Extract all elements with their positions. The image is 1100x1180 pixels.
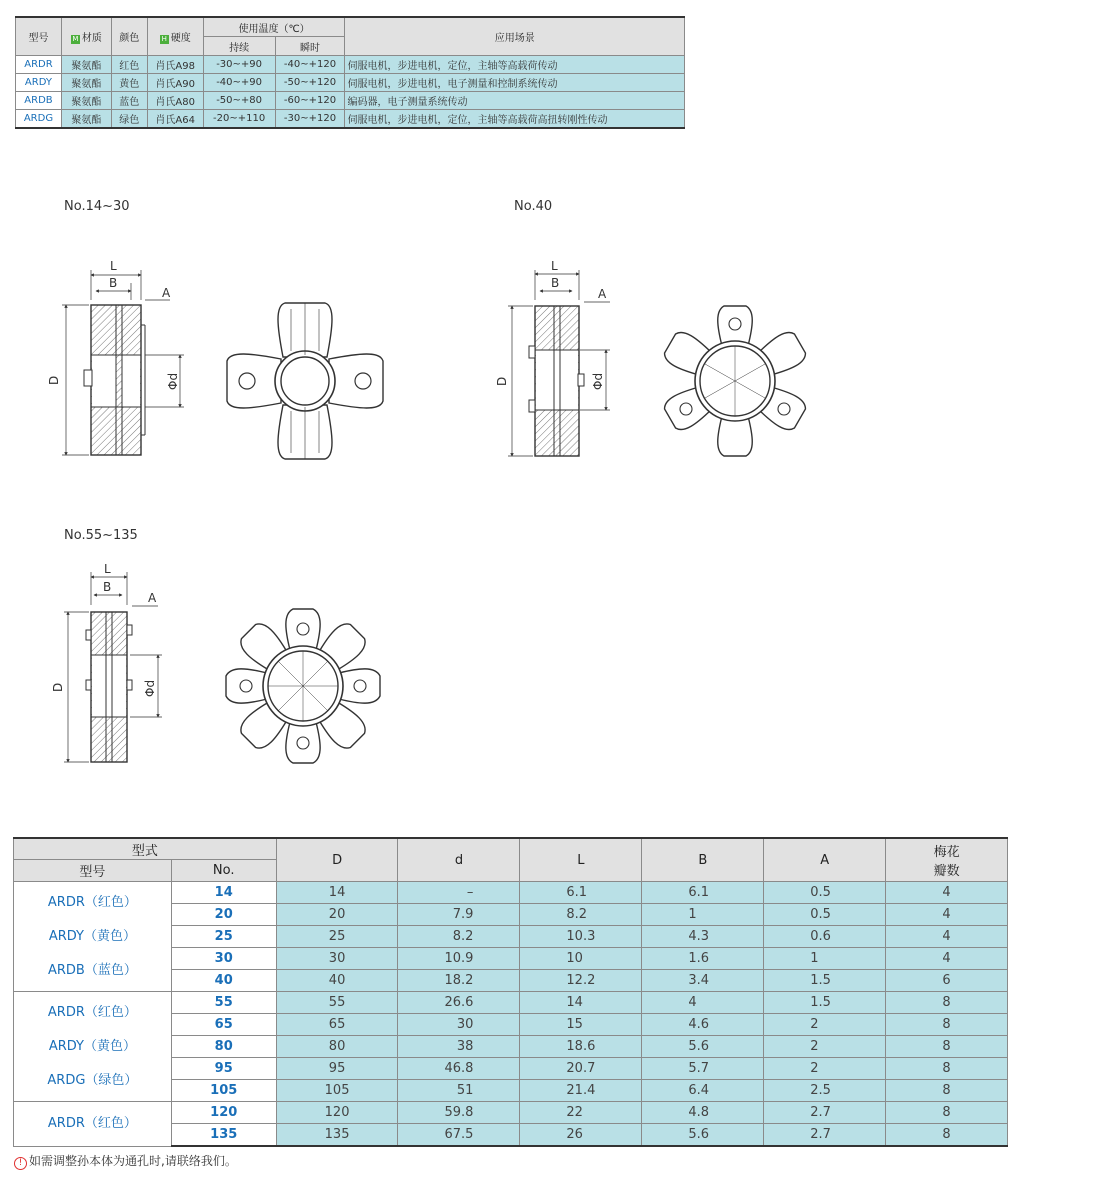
spec-A-cell: 1.5 (764, 970, 886, 992)
spec-d-cell: 26.6 (398, 992, 520, 1014)
dim-B-label-1: B (109, 276, 118, 290)
front-view-4-petal (227, 303, 383, 459)
spec-B-cell: 4.8 (642, 1102, 764, 1124)
mat-model-cell: ARDR (16, 56, 62, 74)
spec-L-cell: 14 (520, 992, 642, 1014)
spec-petals-cell: 8 (886, 1036, 1008, 1058)
dim-A-label-1: A (162, 286, 171, 300)
spec-B-cell: 4.3 (642, 926, 764, 948)
spec-petals-cell: 4 (886, 882, 1008, 904)
spec-L-cell: 18.6 (520, 1036, 642, 1058)
mat-hardness-cell: 肖氏A98 (147, 56, 203, 74)
model-group-label: ARDG（绿色） (47, 1072, 138, 1088)
spec-no-cell: 20 (171, 904, 276, 926)
mat-application-cell: 伺服电机，步进电机，电子测量和控制系统传动 (345, 74, 685, 92)
spec-row (14, 992, 1008, 1014)
spec-d-cell: 7.9 (398, 904, 520, 926)
mat-color-cell: 绿色 (111, 110, 147, 129)
spec-d-cell: – (398, 882, 520, 904)
mat-material-cell: 聚氨酯 (61, 56, 111, 74)
dim-L-label-1: L (110, 259, 117, 273)
mat-header-application: 应用场景 (345, 17, 685, 56)
dim-d-label-3: Φd (143, 679, 157, 697)
spec-B-cell: 6.4 (642, 1080, 764, 1102)
spec-L-cell: 26 (520, 1124, 642, 1147)
spec-B-cell: 5.6 (642, 1124, 764, 1147)
dim-A-label-2: A (598, 287, 607, 301)
spec-table (13, 837, 1008, 1147)
spec-D-cell: 25 (276, 926, 398, 948)
spec-no-cell: 80 (171, 1036, 276, 1058)
spec-A-cell: 2 (764, 1058, 886, 1080)
spec-no-cell: 95 (171, 1058, 276, 1080)
mat-color-cell: 红色 (111, 56, 147, 74)
spec-petals-cell: 8 (886, 992, 1008, 1014)
mat-instant-cell: -30~+120 (275, 110, 345, 129)
mat-color-cell: 黄色 (111, 74, 147, 92)
spec-D-cell: 30 (276, 948, 398, 970)
spec-B-cell: 3.4 (642, 970, 764, 992)
mat-header-material: M 材质 (61, 17, 111, 56)
model-group-label: ARDB（蓝色） (47, 962, 137, 978)
warning-icon: ! (14, 1157, 27, 1170)
spec-no-cell: 120 (171, 1102, 276, 1124)
mat-color-cell: 蓝色 (111, 92, 147, 110)
footnote-text: 如需调整孙本体为通孔时,请联络我们。 (29, 1154, 237, 1168)
mat-application-cell: 伺服电机，步进电机，定位，主轴等高载荷传动 (345, 56, 685, 74)
mat-hardness-cell: 肖氏A90 (147, 74, 203, 92)
dim-D-label-1: D (47, 375, 61, 385)
side-view-40 (508, 270, 610, 456)
mat-instant-cell: -50~+120 (275, 74, 345, 92)
spec-d-cell: 10.9 (398, 948, 520, 970)
spec-D-cell: 135 (276, 1124, 398, 1147)
spec-model-group (14, 882, 172, 992)
spec-B-cell: 4 (642, 992, 764, 1014)
spec-header-model: 型号 (14, 860, 172, 882)
spec-petals-cell: 8 (886, 1014, 1008, 1036)
spec-header-d: d (398, 838, 520, 882)
spec-L-cell: 8.2 (520, 904, 642, 926)
mat-header-color: 颜色 (111, 17, 147, 56)
spec-d-cell: 18.2 (398, 970, 520, 992)
spec-no-cell: 105 (171, 1080, 276, 1102)
section-title-55-135: No.55~135 (64, 528, 138, 543)
spec-header-no: No. (171, 860, 276, 882)
spec-A-cell: 2 (764, 1036, 886, 1058)
section-title-14-30: No.14~30 (64, 199, 130, 214)
mat-continuous-cell: -30~+90 (203, 56, 275, 74)
spec-no-cell: 135 (171, 1124, 276, 1147)
spec-D-cell: 80 (276, 1036, 398, 1058)
dim-L-label-3: L (104, 562, 111, 576)
spec-d-cell: 59.8 (398, 1102, 520, 1124)
mat-hardness-cell: 肖氏A80 (147, 92, 203, 110)
spec-B-cell: 1 (642, 904, 764, 926)
spec-petals-cell: 4 (886, 948, 1008, 970)
spec-L-cell: 10.3 (520, 926, 642, 948)
spec-d-cell: 8.2 (398, 926, 520, 948)
spec-A-cell: 1.5 (764, 992, 886, 1014)
spec-petals-cell: 8 (886, 1058, 1008, 1080)
model-group-label: ARDR（红色） (47, 1004, 137, 1020)
spec-d-cell: 67.5 (398, 1124, 520, 1147)
spec-model-group (14, 992, 172, 1102)
spec-header-D: D (276, 838, 398, 882)
spec-D-cell: 40 (276, 970, 398, 992)
spec-header-type: 型式 (14, 838, 277, 860)
spec-B-cell: 5.6 (642, 1036, 764, 1058)
mat-continuous-cell: -20~+110 (203, 110, 275, 129)
mat-material-cell: 聚氨酯 (61, 110, 111, 129)
spec-no-cell: 55 (171, 992, 276, 1014)
spec-header-B: B (642, 838, 764, 882)
spec-L-cell: 6.1 (520, 882, 642, 904)
mat-instant-cell: -40~+120 (275, 56, 345, 74)
dim-D-label-2: D (495, 376, 509, 386)
spec-petals-cell: 8 (886, 1102, 1008, 1124)
mat-application-cell: 编码器，电子测量系统传动 (345, 92, 685, 110)
spec-no-cell: 30 (171, 948, 276, 970)
spec-L-cell: 12.2 (520, 970, 642, 992)
mat-continuous-cell: -40~+90 (203, 74, 275, 92)
spec-B-cell: 4.6 (642, 1014, 764, 1036)
spec-row (14, 1102, 1008, 1124)
spec-B-cell: 5.7 (642, 1058, 764, 1080)
mat-model-cell: ARDG (16, 110, 62, 129)
spec-D-cell: 55 (276, 992, 398, 1014)
model-group-label: ARDY（黄色） (48, 1038, 136, 1054)
model-group-label: ARDY（黄色） (48, 928, 136, 944)
spec-petals-cell: 6 (886, 970, 1008, 992)
dim-L-label-2: L (551, 259, 558, 273)
dim-A-label-3: A (148, 591, 157, 605)
spec-D-cell: 120 (276, 1102, 398, 1124)
dim-d-label-2: Φd (591, 372, 605, 390)
spec-A-cell: 1 (764, 948, 886, 970)
spec-L-cell: 15 (520, 1014, 642, 1036)
spec-row (14, 882, 1008, 904)
spec-petals-cell: 4 (886, 926, 1008, 948)
spec-A-cell: 2 (764, 1014, 886, 1036)
spec-D-cell: 105 (276, 1080, 398, 1102)
dim-d-label-1: Φd (166, 372, 180, 390)
spec-d-cell: 38 (398, 1036, 520, 1058)
spec-petals-cell: 4 (886, 904, 1008, 926)
spec-d-cell: 51 (398, 1080, 520, 1102)
mat-material-cell: 聚氨酯 (61, 74, 111, 92)
spec-A-cell: 0.6 (764, 926, 886, 948)
dim-B-label-3: B (103, 580, 112, 594)
spec-no-cell: 65 (171, 1014, 276, 1036)
spec-d-cell: 46.8 (398, 1058, 520, 1080)
mat-hardness-cell: 肖氏A64 (147, 110, 203, 129)
mat-model-cell: ARDY (16, 74, 62, 92)
spec-B-cell: 6.1 (642, 882, 764, 904)
spec-A-cell: 2.7 (764, 1102, 886, 1124)
spec-A-cell: 2.7 (764, 1124, 886, 1147)
mat-continuous-cell: -50~+80 (203, 92, 275, 110)
mat-header-continuous: 持续 (203, 37, 275, 56)
spec-D-cell: 14 (276, 882, 398, 904)
material-badge-icon: M (72, 35, 79, 43)
mat-header-temperature: 使用温度（℃） (203, 17, 345, 37)
spec-B-cell: 1.6 (642, 948, 764, 970)
spec-D-cell: 95 (276, 1058, 398, 1080)
dim-D-label-3: D (51, 682, 65, 692)
mat-header-model: 型号 (16, 17, 62, 56)
spec-petals-cell: 8 (886, 1080, 1008, 1102)
front-view-6-petal (661, 306, 808, 456)
spec-model-group (14, 1102, 172, 1147)
spec-no-cell: 40 (171, 970, 276, 992)
footnote (14, 1152, 237, 1170)
spec-A-cell: 0.5 (764, 904, 886, 926)
mat-model-cell: ARDB (16, 92, 62, 110)
spec-header-L: L (520, 838, 642, 882)
model-group-label: ARDR（红色） (47, 894, 137, 910)
mat-header-instant: 瞬时 (275, 37, 345, 56)
model-group-label: ARDR（红色） (47, 1115, 137, 1131)
hardness-badge-icon: H (161, 35, 167, 43)
spec-no-cell: 25 (171, 926, 276, 948)
spec-L-cell: 21.4 (520, 1080, 642, 1102)
spec-petals-cell: 8 (886, 1124, 1008, 1147)
spec-d-cell: 30 (398, 1014, 520, 1036)
dim-B-label-2: B (551, 276, 560, 290)
spec-L-cell: 20.7 (520, 1058, 642, 1080)
spec-L-cell: 10 (520, 948, 642, 970)
front-view-8-petal (226, 609, 380, 763)
spec-D-cell: 65 (276, 1014, 398, 1036)
spec-header-A: A (764, 838, 886, 882)
mat-header-hardness: H 硬度 (147, 17, 203, 56)
mat-application-cell: 伺服电机，步进电机，定位，主轴等高载荷高扭转刚性传动 (345, 110, 685, 129)
spec-A-cell: 0.5 (764, 882, 886, 904)
spec-A-cell: 2.5 (764, 1080, 886, 1102)
spec-no-cell: 14 (171, 882, 276, 904)
section-title-40: No.40 (514, 199, 553, 214)
mat-material-cell: 聚氨酯 (61, 92, 111, 110)
spec-D-cell: 20 (276, 904, 398, 926)
mat-instant-cell: -60~+120 (275, 92, 345, 110)
spec-header-petals: 梅花 瓣数 (886, 838, 1008, 882)
spec-L-cell: 22 (520, 1102, 642, 1124)
